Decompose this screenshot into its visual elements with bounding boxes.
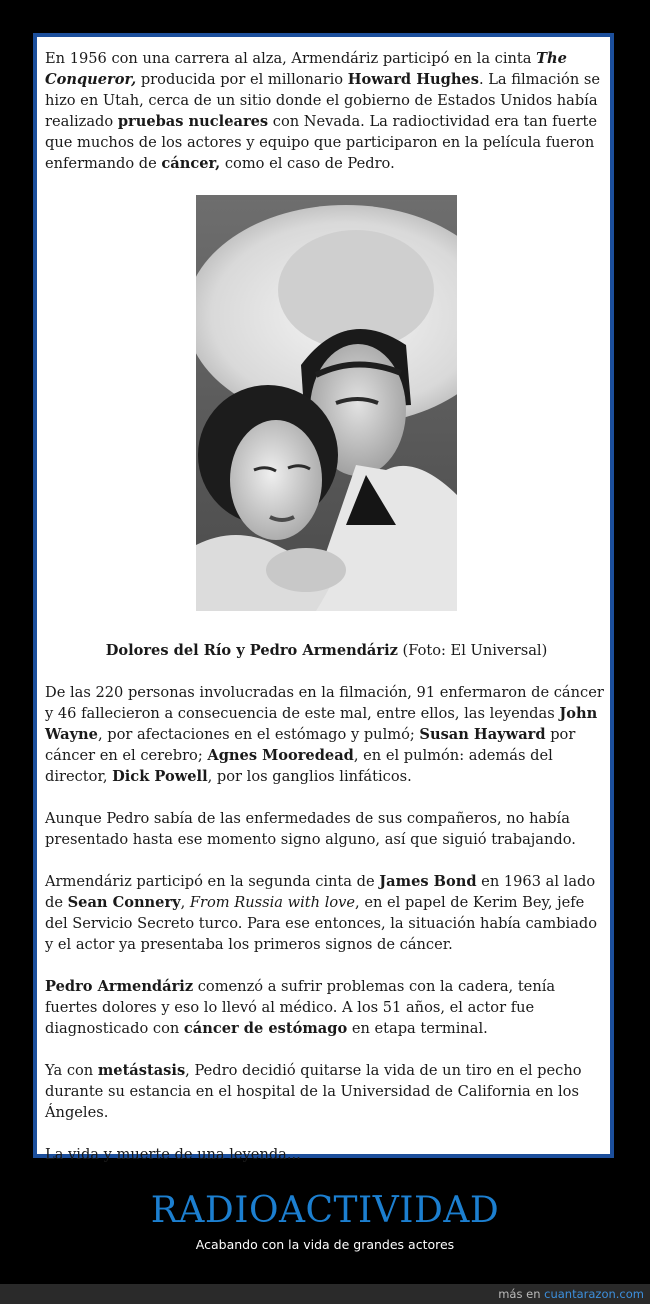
text: Armendáriz participó en la segunda cinta de [45, 873, 380, 890]
bold-text: Susan Hayward [419, 726, 546, 743]
bold-text: metástasis [97, 1062, 186, 1079]
text: , por afectaciones en el estómago y pulmó; [97, 726, 420, 743]
article-panel [37, 37, 610, 1163]
text: Ya con [45, 1062, 98, 1079]
text: De las 220 personas involucradas en la filmación, 91 enfermaron de cáncer y 46 fallecieron a consecuencia de este mal, entre ellos, las leyendas [45, 684, 604, 722]
actors-photo [196, 195, 457, 611]
text: , [180, 894, 190, 911]
bold-text: Sean Connery [67, 894, 181, 911]
bold-text: cáncer de estómago [183, 1020, 348, 1037]
text: comenzó a sufrir problemas con la cadera, tenía fuertes dolores y eso lo llevó al médico. A los 51 años, el actor fue diagnosticado con [45, 978, 556, 1037]
paragraph-2 [45, 682, 608, 787]
article-content [45, 48, 608, 1186]
text: , en el pulmón: además del director, [45, 747, 553, 785]
text: en etapa terminal. [347, 1020, 488, 1037]
text: con Nevada. La radioctividad era tan fuerte que muchos de los actores y equipo que participaron en la película fueron enfermando de [45, 113, 598, 172]
bold-text: pruebas nucleares [117, 113, 269, 130]
text: . La filmación se hizo en Utah, cerca de un sitio donde el gobierno de Estados Unidos había realizado [45, 71, 600, 130]
text: por cáncer en el cerebro; [45, 726, 576, 764]
caption-bold: Dolores del Río y Pedro Armendáriz [105, 642, 398, 659]
bold-text: cáncer, [161, 155, 221, 172]
photo-caption [45, 640, 608, 661]
text: En 1956 con una carrera al alza, Armendáriz participó en la cinta [45, 50, 537, 67]
footer-credit [498, 1287, 644, 1301]
bold-text: John Wayne [45, 705, 598, 743]
meme-frame [33, 33, 614, 1163]
bold-text: Agnes Mooredead [207, 747, 354, 764]
bold-text: Howard Hughes [347, 71, 479, 88]
site-link[interactable]: cuantarazon.com [544, 1287, 644, 1301]
bold-text: Pedro Armendáriz [45, 978, 194, 995]
poster-subtitle: Acabando con la vida de grandes actores [195, 1237, 455, 1252]
text: , por los ganglios linfáticos. [207, 768, 412, 785]
paragraph-1 [45, 48, 608, 174]
bold-text: Dick Powell [112, 768, 208, 785]
text: producida por el millonario [136, 71, 348, 88]
movie-title: From Russia with love [189, 894, 356, 911]
text: , Pedro decidió quitarse la vida de un tiro en el pecho durante su estancia en el hospital de la Universidad de California en los Ángeles. [45, 1062, 582, 1121]
movie-title: The Conqueror, [45, 50, 567, 88]
photo-illustration [196, 195, 457, 611]
footer-bar [0, 1284, 650, 1304]
poster-title-block [0, 1187, 650, 1252]
paragraph-3: Aunque Pedro sabía de las enfermedades de sus compañeros, no había presentado hasta ese momento signo alguno, así que siguió trabajando. [45, 810, 576, 848]
poster-title: RADIOACTIVIDAD [150, 1190, 500, 1231]
paragraph-6 [45, 1060, 608, 1123]
bold-text: James Bond [379, 873, 477, 890]
text: como el caso de Pedro. [220, 155, 395, 172]
caption-credit: (Foto: El Universal) [397, 642, 548, 659]
text: en 1963 al lado de [45, 873, 596, 911]
paragraph-5 [45, 976, 608, 1039]
text: , en el papel de Kerim Bey, jefe del Servicio Secreto turco. Para ese entonces, la situación había cambiado y el actor ya presentaba los primeros signos de cáncer. [45, 894, 598, 953]
paragraph-4 [45, 871, 608, 955]
footer-prefix: más en [498, 1287, 545, 1301]
paragraph-7: La vida y muerte de una leyenda... [45, 1146, 301, 1163]
